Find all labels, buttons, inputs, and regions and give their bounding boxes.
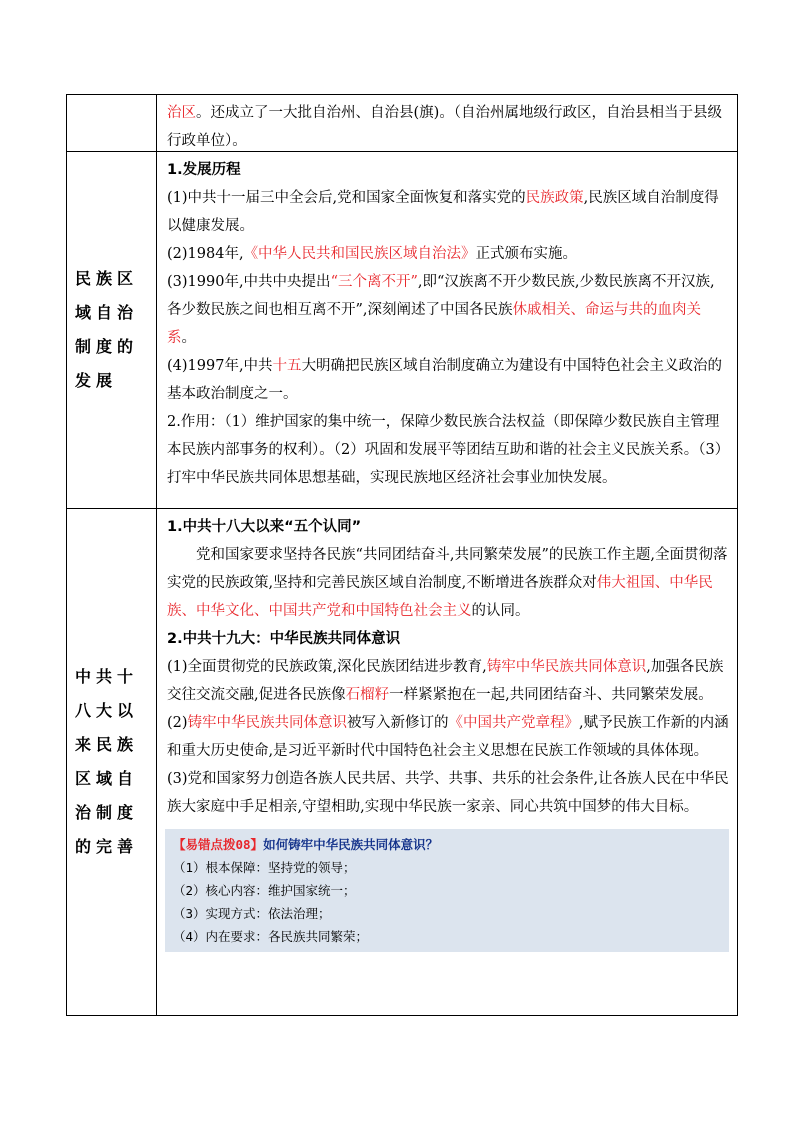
- text: 正式颁布实施。: [475, 246, 578, 262]
- text: 大明确把民族区域自治制度确立为建设有中国特色社会主义政治的基本政治制度之一。: [167, 358, 723, 402]
- text: ,加强各民族交往交流交融,促进各民族像: [167, 659, 724, 703]
- row-label-empty: [67, 95, 157, 151]
- text: ,民族区域自治制度得以健康发展。: [167, 190, 719, 234]
- content-table: [66, 94, 738, 1016]
- text: (3)1990年,中共中央提出: [167, 274, 331, 290]
- row-label: 中共十八大以来民族区域自治制度的完善: [67, 509, 157, 1015]
- paragraph: [167, 99, 729, 155]
- text: ,即“汉族离不开少数民族,少数民族离不开汉族,各少数民族之间也相互离不开”,深刻阐述了中国各民族: [167, 274, 715, 318]
- section-heading: 1.发展历程: [167, 162, 241, 178]
- text: 。还成立了一大批自治州、自治县(旗)。（自治州属地级行政区，自治县相当于县级行政单位）。: [167, 105, 723, 149]
- table-row: [67, 508, 737, 1015]
- highlight-text: 石榴籽: [345, 687, 390, 703]
- text: (1)全面贯彻党的民族政策,深化民族团结进步教育,: [167, 659, 487, 675]
- section-heading: 1.中共十八大以来“五个认同”: [167, 519, 362, 535]
- section-heading: 2.中共十九大：中华民族共同体意识: [167, 631, 401, 647]
- paragraph: [167, 184, 729, 240]
- table-row: [67, 151, 737, 508]
- text: 党和国家要求坚持各民族“共同团结奋斗,共同繁荣发展”的民族工作主题,全面贯彻落实党的民族政策,坚持和完善民族区域自治制度,不断增进各族群众对: [167, 547, 728, 591]
- text: 被写入新修订的: [347, 715, 449, 731]
- paragraph: [167, 240, 729, 268]
- highlight-text: 休戚相关、命运与共的血肉关系: [167, 302, 702, 346]
- highlight-text: 铸牢中华民族共同体意识: [187, 715, 348, 731]
- highlight-text: 《中国共产党章程》: [448, 715, 580, 731]
- tip-box: [165, 829, 729, 952]
- text: ,赋予民族工作新的内涵和重大历史使命,是习近平新时代中国特色社会主义思想在民族工作领域的具体体现。: [167, 715, 729, 759]
- paragraph: [167, 268, 729, 352]
- tip-title: 【易错点拨08】: [173, 837, 264, 852]
- highlight-text: 十五: [272, 358, 302, 374]
- tip-item: （2）核心内容：维护国家统一；: [173, 883, 356, 898]
- highlight-text: 治区: [167, 105, 196, 121]
- highlight-text: 铸牢中华民族共同体意识: [486, 659, 647, 675]
- text: (2)1984年,: [167, 246, 244, 262]
- row-label: 民族区域自治制度的发展: [67, 152, 157, 508]
- row-content: [157, 509, 737, 1015]
- paragraph: [167, 352, 729, 408]
- highlight-text: 《中华人民共和国民族区域自治法》: [243, 246, 476, 262]
- highlight-text: 伟大祖国、中华民族、中华文化、中国共产党和中国特色社会主义: [167, 575, 713, 619]
- highlight-text: “三个离不开”: [330, 274, 418, 290]
- text: (2): [167, 715, 188, 731]
- text: (4)1997年,中共: [167, 358, 273, 374]
- paragraph: [167, 653, 729, 709]
- table-row: [67, 95, 737, 151]
- tip-item: （4）内在要求：各民族共同繁荣；: [173, 929, 369, 944]
- text: (1)中共十一届三中全会后,党和国家全面恢复和落实党的: [167, 190, 526, 206]
- row-content: [157, 95, 737, 151]
- tip-item: （1）根本保障：坚持党的领导；: [173, 860, 356, 875]
- row-content: [157, 152, 737, 508]
- paragraph: [167, 541, 729, 625]
- text: 的认同。: [471, 603, 530, 619]
- tip-question: 如何铸牢中华民族共同体意识？: [263, 837, 439, 852]
- tip-item: （3）实现方式：依法治理；: [173, 906, 331, 921]
- paragraph: (3)党和国家努力创造各族人民共居、共学、共事、共乐的社会条件,让各族人民在中华民族大家庭中手足相亲,守望相助,实现中华民族一家亲、同心共筑中国梦的伟大目标。: [167, 771, 729, 815]
- text: 。: [181, 330, 196, 346]
- paragraph: [167, 709, 729, 765]
- text: 一样紧紧抱在一起,共同团结奋斗、共同繁荣发展。: [389, 687, 713, 703]
- tip-heading: [173, 833, 721, 856]
- highlight-text: 民族政策: [525, 190, 584, 206]
- paragraph: 2.作用：（1）维护国家的集中统一，保障少数民族合法权益（即保障少数民族自主管理本民族内部事务的权利）。（2）巩固和发展平等团结互助和谐的社会主义民族关系。（3）打牢中华民族共同体思想基础，实现民族地区经济社会事业加快发展。: [167, 414, 722, 486]
